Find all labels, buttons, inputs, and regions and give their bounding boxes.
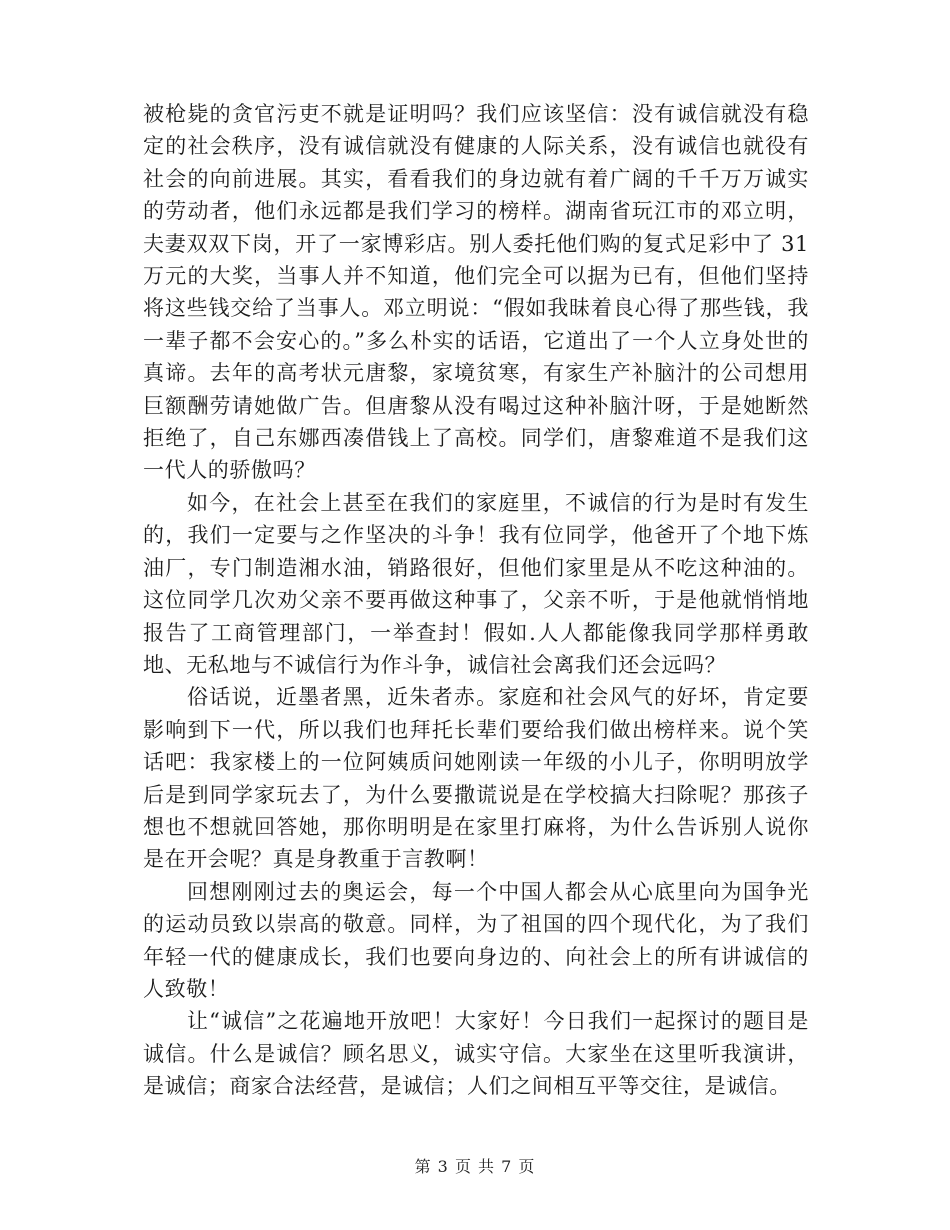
paragraph-4: 回想刚刚过去的奥运会，每一个中国人都会从心底里向为国争光的运动员致以崇高的敬意。同样，为了祖国的四个现代化，为了我们年轻一代的健康成长，我们也要向身边的、向社会上的所有讲诚信的人致敬！ (143, 879, 809, 1001)
footer-page-number: 3 (437, 1157, 449, 1176)
paragraph-3: 俗话说，近墨者黑，近朱者赤。家庭和社会风气的好坏，肯定要影响到下一代，所以我们也拜托长辈们要给我们做出榜样来。说个笑话吧：我家楼上的一位阿姨质问她刚读一年级的小儿子，你明明放学后是到同学家玩去了，为什么要撒谎说是在学校搞大扫除呢？那孩子想也不想就回答她，那你明明是在家里打麻将，为什么告诉别人说你是在开会呢？真是身教重于言教啊！ (143, 685, 809, 872)
document-body (143, 98, 809, 1103)
footer-suffix: 页 (518, 1157, 536, 1176)
paragraph-2: 如今，在社会上甚至在我们的家庭里，不诚信的行为是时有发生的，我们一定要与之作坚决的斗争！我有位同学，他爸开了个地下炼油厂，专门制造湘水油，销路很好，但他们家里是从不吃这种油的。这位同学几次劝父亲不要再做这种事了，父亲不听，于是他就悄悄地报告了工商管理部门，一举查封！假如.人人都能像我同学那样勇敢地、无私地与不诚信行为作斗争，诚信社会离我们还会远吗？ (143, 490, 809, 677)
footer-total-pages: 7 (501, 1157, 513, 1176)
footer-middle: 页 共 (454, 1157, 496, 1176)
paragraph-5: 让“诚信”之花遍地开放吧！大家好！今日我们一起探讨的题目是诚信。什么是诚信？顾名思义，诚实守信。大家坐在这里听我演讲，是诚信；商家合法经营，是诚信；人们之间相互平等交往，是诚信。 (143, 1009, 809, 1099)
footer-prefix: 第 (414, 1157, 432, 1176)
page-footer (0, 1154, 950, 1177)
paragraph-1: 被枪毙的贪官污吏不就是证明吗？我们应该坚信：没有诚信就没有稳定的社会秩序，没有诚信就没有健康的人际关系，没有诚信也就役有社会的向前进展。其实，看看我们的身边就有着广阔的千千万万诚实的劳动者，他们永远都是我们学习的榜样。湖南省玩江市的邓立明，夫妻双双下岗，开了一家博彩店。别人委托他们购的复式足彩中了 31万元的大奖，当事人并不知道，他们完全可以据为已有，但他们坚持将这些钱交给了当事人。邓立明说：“假如我昧着良心得了那些钱，我一辈子都不会安心的。”多么朴实的话语，它道出了一个人立身处世的真谛。去年的高考状元唐黎，家境贫寒，有家生产补脑汁的公司想用巨额酬劳请她做广告。但唐黎从没有喝过这种补脑汁呀，于是她断然拒绝了，自己东娜西凑借钱上了高校。同学们，唐黎难道不是我们这一代人的骄傲吗？ (143, 102, 809, 483)
